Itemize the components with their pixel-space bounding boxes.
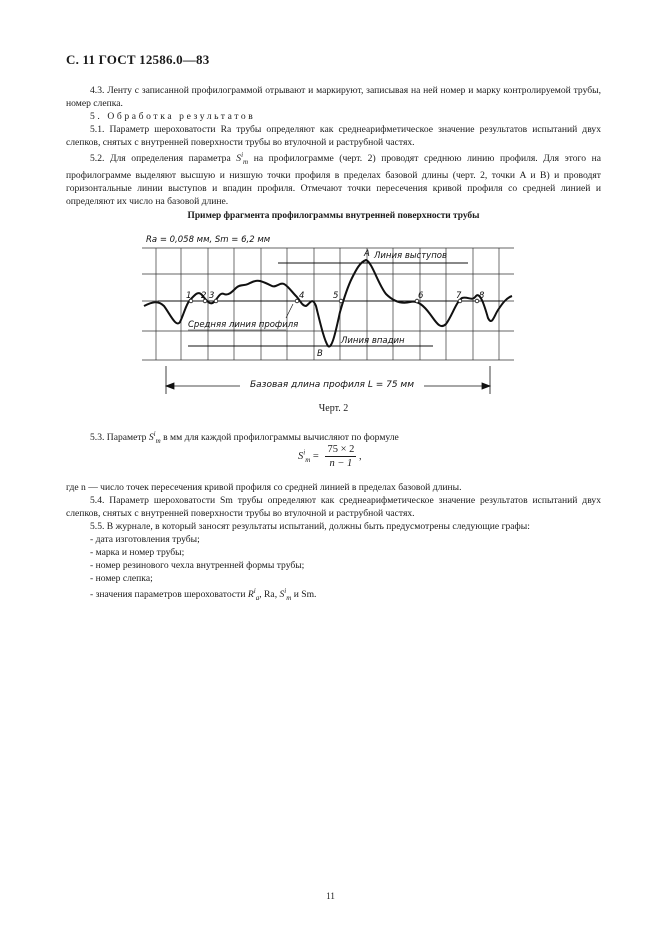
formula-tail: , bbox=[358, 450, 362, 462]
profilogram-svg bbox=[128, 226, 528, 398]
list-item: - номер резинового чехла внутренней формы трубы; bbox=[90, 560, 305, 571]
paragraph-5-3-start: 5.3. Параметр bbox=[90, 432, 147, 444]
peaks-line-label: Линия выступов bbox=[374, 251, 447, 261]
crossing-7-label: 7 bbox=[456, 291, 462, 301]
profilogram-figure bbox=[128, 226, 528, 398]
base-length-label: Базовая длина профиля L = 75 мм bbox=[249, 380, 415, 390]
page-header: С. 11 ГОСТ 12586.0—83 bbox=[66, 52, 210, 67]
crossing-5-label: 5 bbox=[333, 291, 339, 301]
paragraph-4-3: 4.3. Ленту с записанной профилограммой отрывают и маркируют, записывая на ней номер и марку контролируемой трубы, номер слепка. bbox=[66, 85, 601, 109]
crossing-6-label: 6 bbox=[418, 291, 424, 301]
section-5-heading: 5. Обработка результатов bbox=[90, 111, 256, 122]
paragraph-5-2-rest: на профилограмме (черт. 2) проводят среднюю линию профиля. Для этого на профилограмме выделяют высшую и низшую точки профиля в пределах базовой длины (черт. 2, точки A и B) и проводят горизонтальные линии выступов и впадин профиля. Отмечают точки пересечения кривой профиля со средней линией и определяют их число на базовой длине. bbox=[66, 153, 602, 208]
body-text-bottom bbox=[66, 481, 601, 605]
formula-where: где n — число точек пересечения кривой профиля со средней линией в пределах базовой длины. bbox=[66, 482, 462, 493]
body-text-top bbox=[66, 84, 601, 208]
crossing-3-label: 3 bbox=[209, 291, 215, 301]
list-item: - дата изготовления трубы; bbox=[90, 534, 200, 545]
list-item: - марка и номер трубы; bbox=[90, 547, 185, 558]
valleys-line-label: Линия впадин bbox=[341, 336, 405, 346]
formula-numerator: 75 × 2 bbox=[327, 444, 355, 455]
paragraph-5-3-rest: в мм для каждой профилограммы вычисляют по формуле bbox=[163, 432, 399, 444]
list-item: - значения параметров шероховатости $R^i_a$, Ra, $S^i_m$ и Sm. bbox=[90, 587, 317, 603]
formula bbox=[298, 444, 362, 469]
paragraph-5-2-start: 5.2. Для определения параметра bbox=[90, 153, 231, 165]
crossing-2-label: 2 bbox=[201, 291, 207, 301]
figure-title: Пример фрагмента профилограммы внутренней поверхности трубы bbox=[187, 211, 480, 221]
sm-symbol: $S^i_m$ bbox=[236, 151, 249, 167]
list-item: - номер слепка; bbox=[90, 573, 153, 584]
crossing-8-label: 8 bbox=[479, 291, 485, 301]
journal-columns-list bbox=[66, 533, 601, 605]
figure-caption: Черт. 2 bbox=[318, 403, 349, 414]
sm-symbol-2: $S^i_m$ bbox=[148, 430, 161, 446]
paragraph-5-5: 5.5. В журнале, в который заносят результаты испытаний, должны быть предусмотрены следующие графы: bbox=[90, 521, 530, 532]
formula-lhs: $S^i_m$ bbox=[298, 448, 311, 464]
paragraph-5-1: 5.1. Параметр шероховатости Ra трубы определяют как среднеарифметическое значение результатов испытаний двух слепков, снятых с внутренней поверхности трубы во втулочной и раструбной частях. bbox=[66, 124, 601, 148]
crossing-4-label: 4 bbox=[299, 291, 305, 301]
formula-fraction bbox=[325, 444, 356, 469]
paragraph-5-2 bbox=[66, 149, 601, 208]
point-b-label: B bbox=[317, 349, 323, 359]
formula-denominator: n − 1 bbox=[329, 458, 353, 469]
params-label: Ra = 0,058 мм, Sm = 6,2 мм bbox=[146, 235, 271, 245]
mean-line-label: Средняя линия профиля bbox=[188, 320, 299, 330]
formula-equals: = bbox=[312, 450, 319, 462]
point-a-label: A bbox=[364, 249, 370, 259]
page-number: 11 bbox=[326, 891, 335, 901]
crossing-1-label: 1 bbox=[186, 291, 192, 301]
paragraph-5-4: 5.4. Параметр шероховатости Sm трубы определяют как среднеарифметическое значение результатов испытаний двух слепков, снятых с внутренней поверхности трубы во втулочной и раструбной частях. bbox=[66, 495, 601, 519]
profile-curve bbox=[144, 260, 512, 347]
